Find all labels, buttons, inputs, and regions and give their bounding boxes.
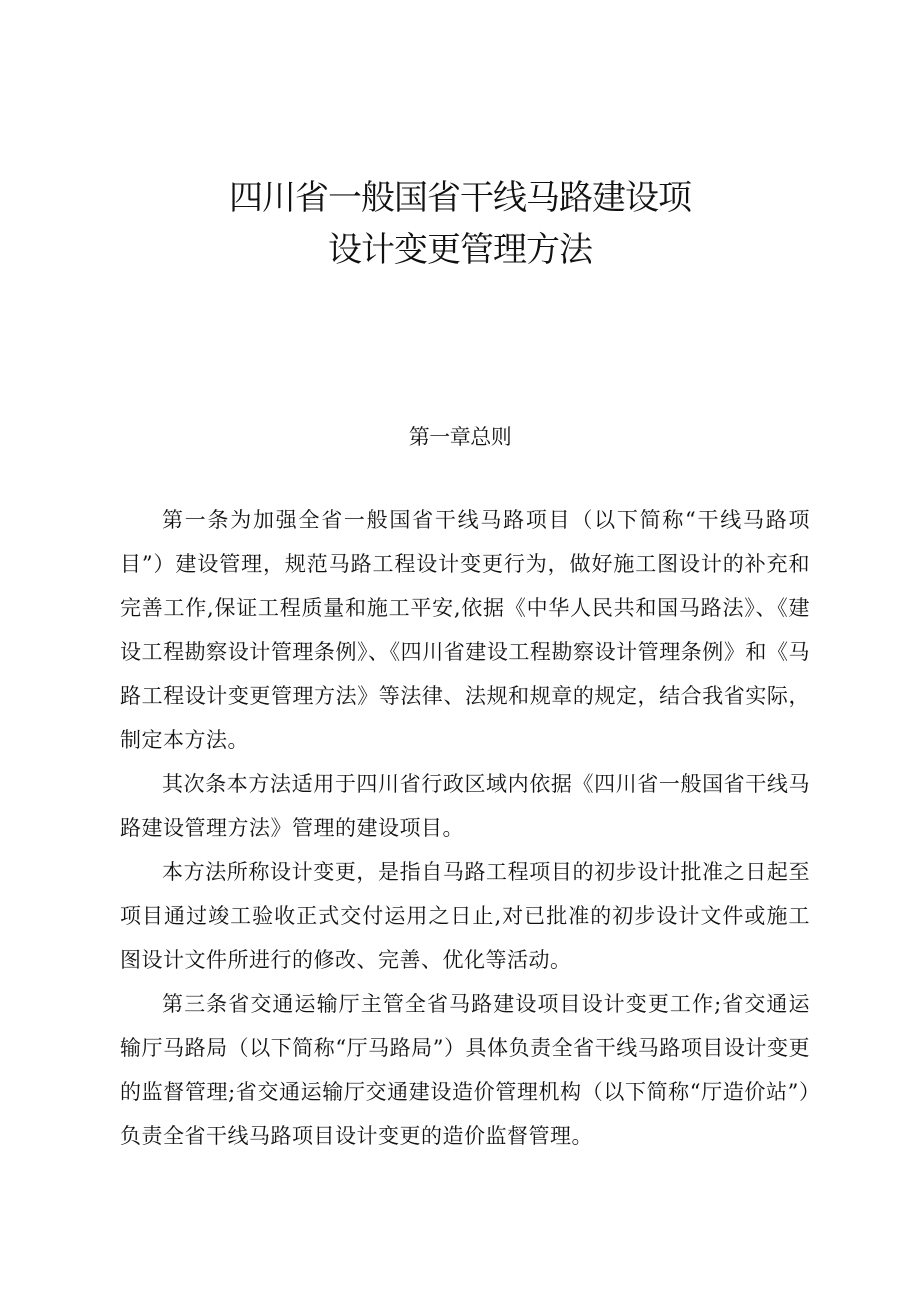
paragraph-article-3: 第三条省交通运输厅主管全省马路建设项目设计变更工作;省交通运输厅马路局（以下简称“厅马路局”）具体负责全省干线马路项目设计变更的监督管理;省交通运输厅交通建设造价管理机构（以下简称“厅造价站”）负责全省干线马路项目设计变更的造价监督管理。 bbox=[120, 992, 810, 1148]
paragraph-article-2: 其次条本方法适用于四川省行政区域内依据《四川省一般国省干线马路建设管理方法》管理的建设项目。 bbox=[120, 772, 810, 840]
document-title bbox=[0, 172, 920, 276]
document-title-line-2: 设计变更管理方法 bbox=[328, 230, 592, 270]
chapter-heading: 第一章总则 bbox=[408, 425, 512, 449]
paragraph-definition: 本方法所称设计变更，是指自马路工程项目的初步设计批准之日起至项目通过竣工验收正式交付运用之日止,对已批准的初步设计文件或施工图设计文件所进行的修改、完善、优化等活动。 bbox=[120, 860, 810, 972]
document-title-line-1: 四川省一般国省干线马路建设项 bbox=[229, 178, 691, 218]
paragraph-article-1: 第一条为加强全省一般国省干线马路项目（以下简称“干线马路项目”）建设管理，规范马路工程设计变更行为，做好施工图设计的补充和完善工作,保证工程质量和施工平安,依据《中华人民共和国马路法》、《建设工程勘察设计管理条例》、《四川省建设工程勘察设计管理条例》和《马路工程设计变更管理方法》等法律、法规和规章的规定，结合我省实际，制定本方法。 bbox=[120, 508, 810, 752]
document-body bbox=[120, 498, 810, 1158]
